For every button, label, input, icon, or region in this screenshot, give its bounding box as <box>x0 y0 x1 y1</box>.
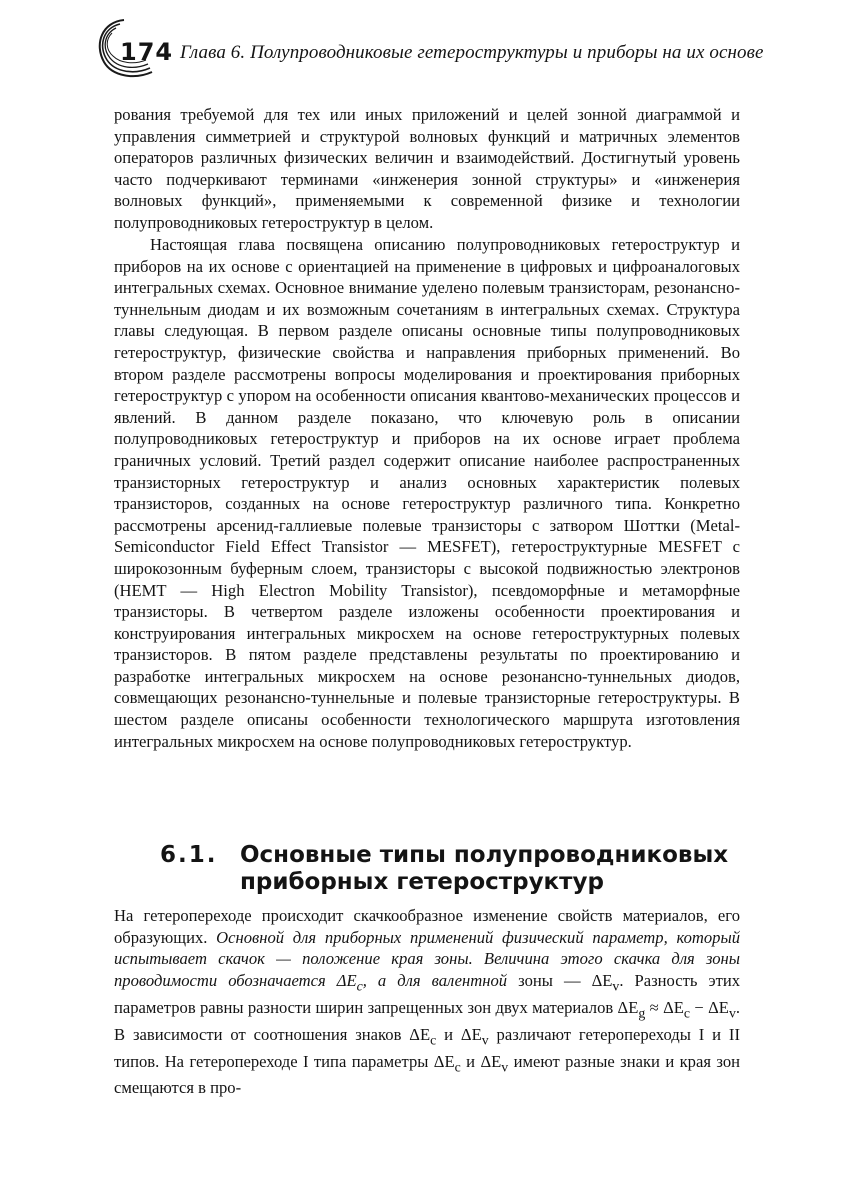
paragraph-2: Настоящая глава посвящена описанию полупроводниковых гетероструктур и приборов на их основе с ориентацией на применение в цифровых и цифроаналоговых интегральных схемах. Основное внимание уделено полевым транзисторам, резонансно-туннельным диодам и их возможным сочетаниям в интегральных схемах. Структура главы следующая. В первом разделе описаны основные типы полупроводниковых гетероструктур, физические свойства и направления приборных применений. Во втором разделе рассмотрены вопросы моделирования и проектирования приборных гетероструктур с упором на особенности описания квантово-механических процессов и явлений. В данном разделе показано, что ключевую роль в описании полупроводниковых гетероструктур и приборов на их основе играет проблема граничных условий. Третий раздел содержит описание наиболее распространенных транзисторных гетероструктур и анализ основных характеристик полевых транзисторов, созданных на основе гетероструктур различного типа. Конкретно рассмотрены арсенид-галлиевые полевые транзисторы с затвором Шоттки (Metal-Semiconductor Field Effect Transistor — MESFET), гетероструктурные MESFET с широкозонным буферным слоем, транзисторы с высокой подвижностью электронов (HEMT — High Electron Mobility Transistor), псевдоморфные и метаморфные транзисторы. В четвертом разделе изложены особенности проектирования и конструирования интегральных микросхем на основе гетероструктурных полевых транзисторов. В пятом разделе представлены результаты по проектированию и разработке интегральных микросхем на основе резонансно-туннельных диодов, совмещающих резонансно-туннельные и полевые транзисторные гетероструктуры. В шестом разделе описаны особенности технологического маршрута изготовления интегральных микросхем на основе полупроводниковых гетероструктур. <box>114 235 740 751</box>
p3-italic-text: Основной для приборных применений физический параметр, который испытывает скачок — положение края зоны. Величина этого скачка для зоны проводимости обозначается ΔE <box>114 927 740 990</box>
running-title: Глава 6. Полупроводниковые гетероструктуры и приборы на их основе <box>180 42 764 63</box>
p3-text-a: зоны — ΔE <box>518 970 613 990</box>
subscript-v-2: v <box>728 1005 736 1020</box>
p3-sentence-1: На гетеропереходе происходит скачкообразное изменение свойств материалов, его образующих. <box>114 906 740 947</box>
paragraph-3 <box>114 905 740 1099</box>
p3-text-f: и ΔE <box>436 1024 482 1044</box>
paragraph-1: рования требуемой для тех или иных приложений и целей зонной диаграммой и управления симметрией и структурой волновых функций и матричных элементов операторов различных физических величин и взаимодействий. Достигнутый уровень часто подчеркивают терминами «инженерия зонной структуры» и «инженерия волновых функций», применяемыми к современной физике и технологии полупроводниковых гетероструктур в целом. <box>114 105 740 232</box>
p3-italic-text-2: , а для валентной <box>362 970 508 990</box>
subscript-c-2: c <box>683 1005 691 1020</box>
page-number: 174 <box>120 38 174 66</box>
p3-text-b: . Разность этих параметров равны разности ширин запрещенных зон двух материалов ΔE <box>114 970 741 1017</box>
section-number: 6.1. <box>160 842 218 868</box>
p3-text-i: имеют разные знаки и края зон смещаются в про- <box>114 1051 741 1098</box>
subscript-c: c <box>356 978 363 994</box>
subscript-v-4: v <box>501 1058 509 1074</box>
page-header <box>90 14 770 84</box>
section-heading <box>160 842 760 896</box>
section-title-line-2: приборных гетероструктур <box>240 869 604 895</box>
p3-text-d: − ΔE <box>690 997 729 1017</box>
subscript-c-4: c <box>454 1058 461 1074</box>
section-title-line-1: Основные типы полупроводниковых <box>240 842 729 868</box>
p3-text-g: различают гетеропереходы I и II типов. На гетеропереходе I типа параметры ΔE <box>114 1024 740 1071</box>
subscript-v: v <box>612 978 620 994</box>
subscript-v-3: v <box>481 1031 489 1047</box>
subscript-c-3: c <box>430 1031 437 1047</box>
subscript-g: g <box>638 1005 646 1020</box>
p3-text-h: и ΔE <box>460 1051 502 1071</box>
p3-text-e: . В зависимости от соотношения знаков ΔE <box>114 997 741 1044</box>
p3-text-c: ≈ ΔE <box>645 997 684 1017</box>
